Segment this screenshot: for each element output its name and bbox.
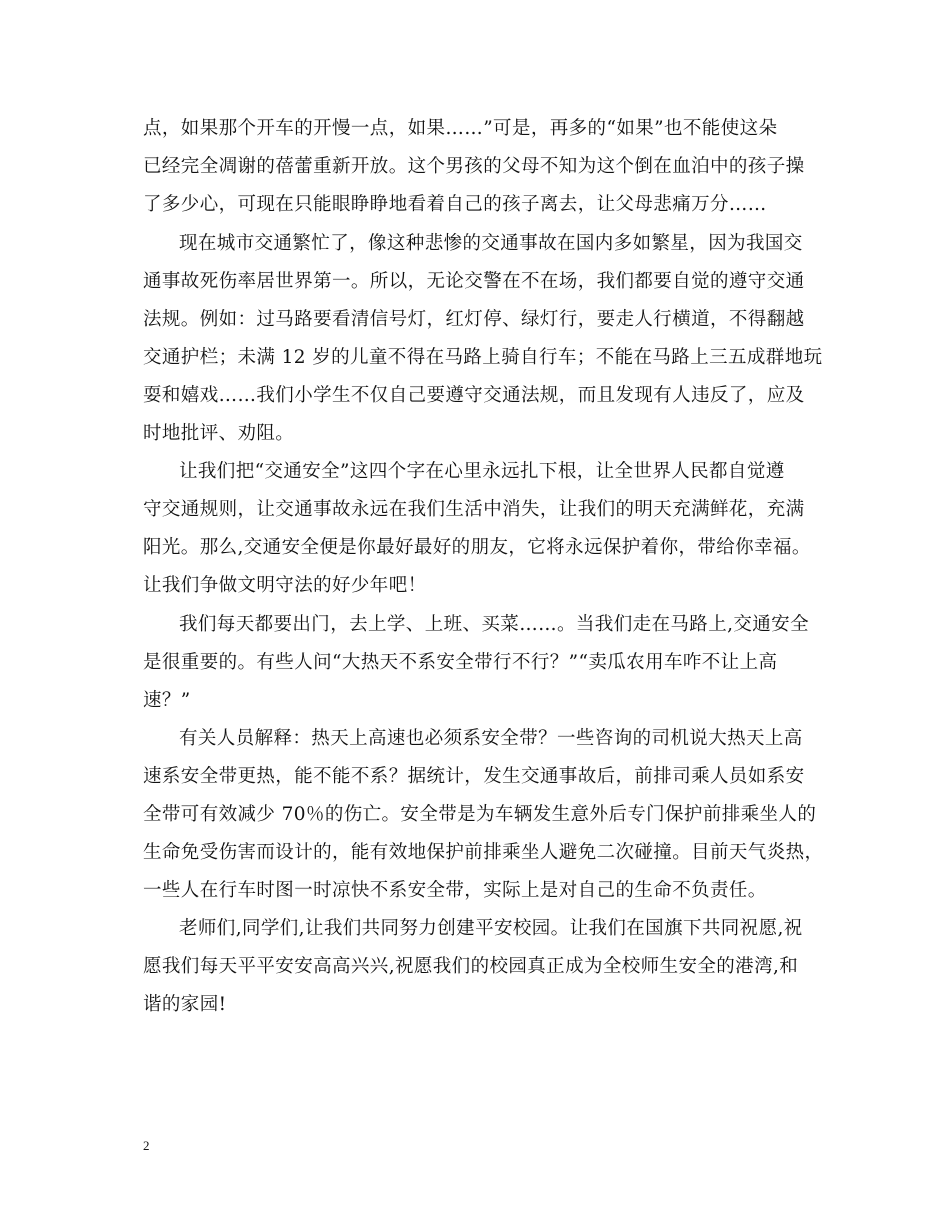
text-line: 已经完全凋谢的蓓蕾重新开放。这个男孩的父母不知为这个倒在血泊中的孩子操	[143, 156, 805, 177]
text-line: 了多少心，可现在只能眼睁睁地看着自己的孩子离去，让父母悲痛万分……	[143, 194, 767, 215]
paragraph-first-line: 有关人员解释：热天上高速也必须系安全带？一些咨询的司机说大热天上高	[179, 728, 803, 749]
paragraph-first-line: 让我们把“交通安全”这四个字在心里永远扎下根，让全世界人民都自觉遵	[179, 461, 785, 482]
text-line: 全带可有效减少 70％的伤亡。安全带是为车辆发生意外后专门保护前排乘坐人的	[143, 804, 817, 825]
text-line: 交通护栏；未满 12 岁的儿童不得在马路上骑自行车；不能在马路上三五成群地玩	[143, 347, 823, 368]
text-line: 通事故死伤率居世界第一。所以，无论交警在不在场，我们都要自觉的遵守交通	[143, 271, 805, 292]
text-line: 耍和嬉戏……我们小学生不仅自己要遵守交通法规，而且发现有人违反了，应及	[143, 385, 805, 406]
text-line: 让我们争做文明守法的好少年吧！	[143, 575, 427, 596]
text-line: 生命免受伤害而设计的，能有效地保护前排乘坐人避免二次碰撞。目前天气炎热，	[143, 842, 824, 863]
text-line: 点，如果那个开车的开慢一点，如果……”可是，再多的“如果”也不能使这朵	[143, 118, 778, 139]
paragraph-first-line: 老师们,同学们,让我们共同努力创建平安校园。让我们在国旗下共同祝愿,祝	[179, 918, 803, 939]
paragraph-first-line: 现在城市交通繁忙了，像这种悲惨的交通事故在国内多如繁星，因为我国交	[179, 233, 803, 254]
paragraph-first-line: 我们每天都要出门，去上学、上班、买菜……。当我们走在马路上,交通安全	[179, 614, 809, 635]
page-number: 2	[143, 1138, 150, 1153]
text-line: 时地批评、劝阻。	[143, 423, 295, 444]
text-line: 法规。例如：过马路要看清信号灯，红灯停、绿灯行，要走人行横道，不得翻越	[143, 309, 805, 330]
text-line: 守交通规则，让交通事故永远在我们生活中消失，让我们的明天充满鲜花，充满	[143, 499, 805, 520]
text-line: 是很重要的。有些人问“大热天不系安全带行不行？”“卖瓜农用车咋不让上高	[143, 652, 778, 673]
text-line: 愿我们每天平平安安高高兴兴,祝愿我们的校园真正成为全校师生安全的港湾,和	[143, 956, 799, 977]
text-line: 谐的家园!	[143, 994, 227, 1015]
text-line: 阳光。那么,交通安全便是你最好最好的朋友，它将永远保护着你，带给你幸福。	[143, 537, 811, 558]
text-line: 一些人在行车时图一时凉快不系安全带，实际上是对自己的生命不负责任。	[143, 880, 767, 901]
text-line: 速系安全带更热，能不能不系？据统计，发生交通事故后，前排司乘人员如系安	[143, 766, 805, 787]
text-line: 速？”	[143, 690, 191, 711]
